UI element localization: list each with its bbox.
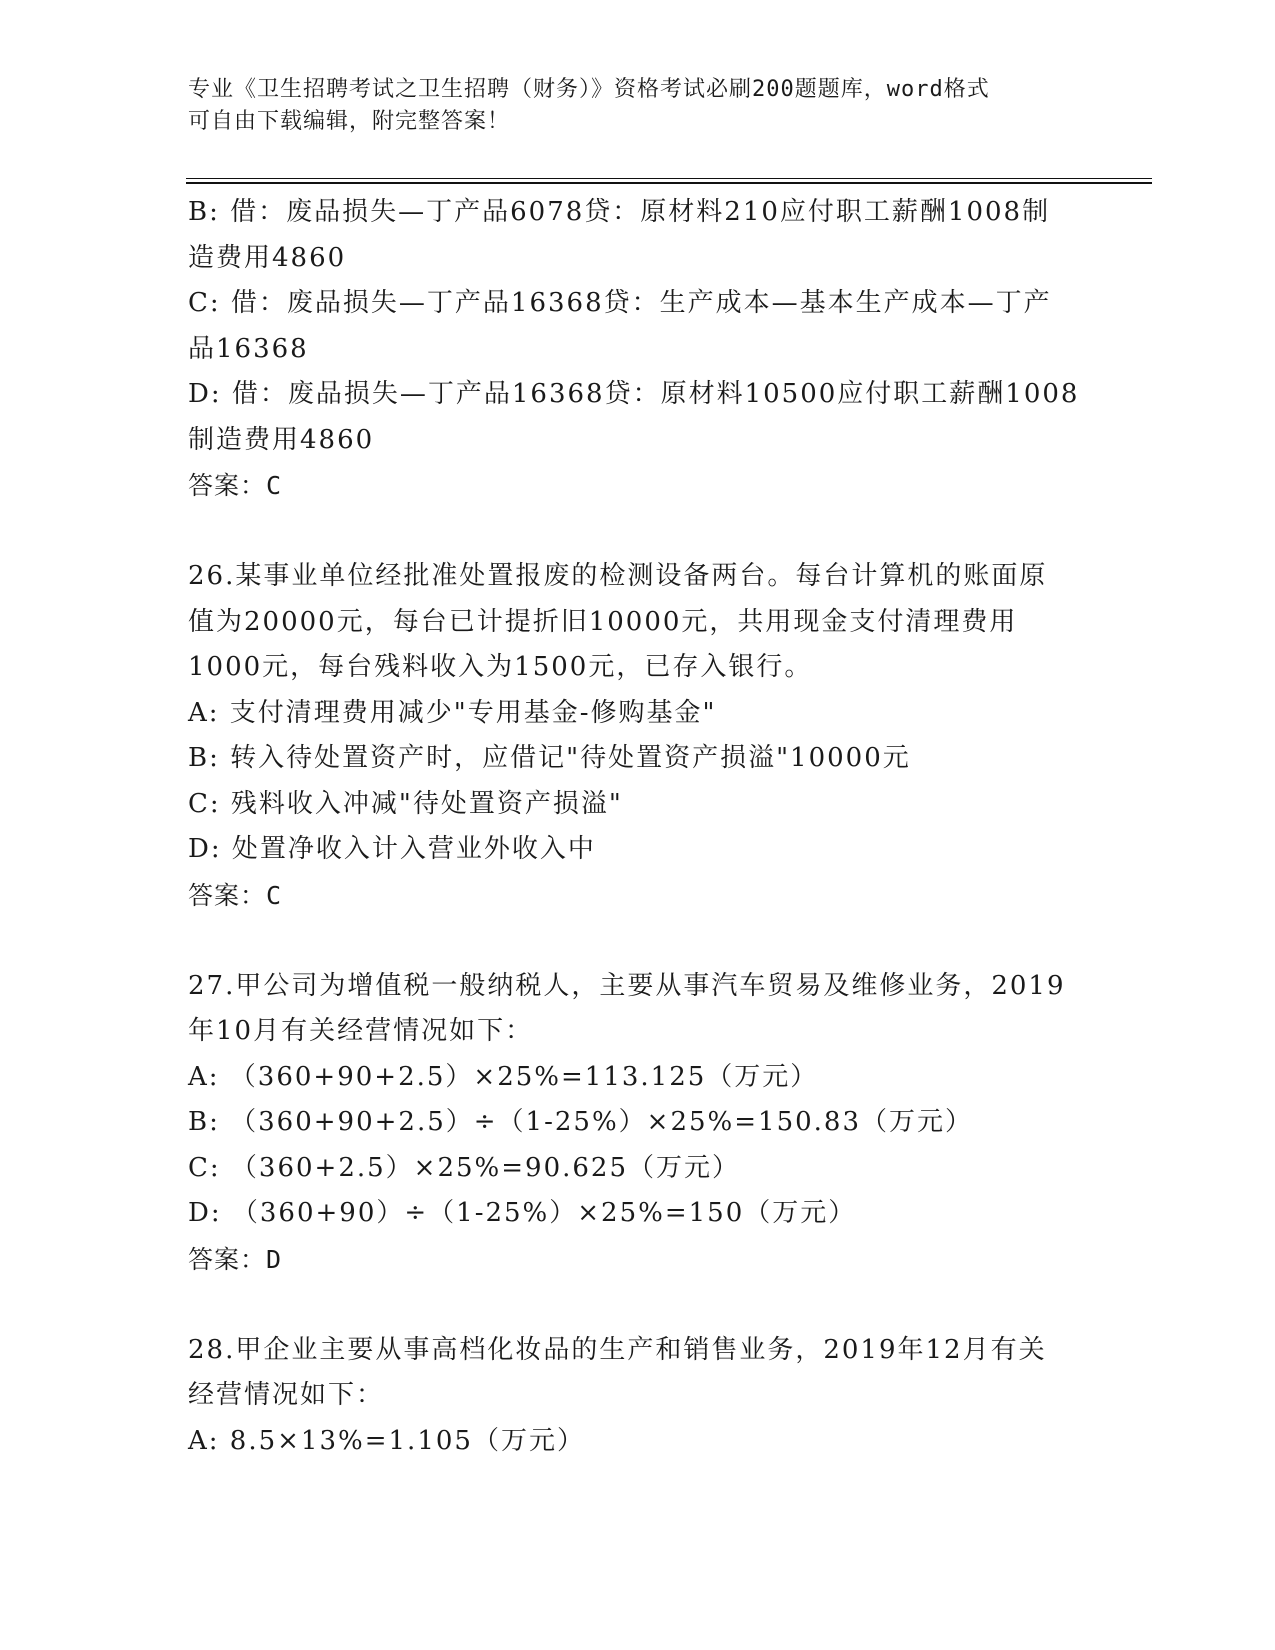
- option-line: C: 借：废品损失—丁产品16368贷：生产成本—基本生产成本—丁产: [188, 288, 1052, 318]
- option-line: C: （360+2.5）×25%=90.625（万元）: [188, 1152, 741, 1183]
- option-line: B: （360+90+2.5）÷（1-25%）×25%=150.83（万元）: [188, 1107, 973, 1137]
- question-stem-line: 28.甲企业主要从事高档化妆品的生产和销售业务，2019年12月有关: [188, 1334, 1047, 1365]
- document-header: [188, 74, 1068, 138]
- option-line: B: 转入待处置资产时，应借记"待处置资产损溢"10000元: [188, 743, 911, 773]
- question-stem-line: 1000元，每台残料收入为1500元，已存入银行。: [188, 652, 813, 682]
- question-content: [188, 190, 1088, 1464]
- answer-line: 答案：C: [188, 471, 283, 500]
- option-line: A: 支付清理费用减少"专用基金-修购基金": [188, 697, 717, 728]
- header-divider-thick: [186, 182, 1152, 184]
- option-line: C: 残料收入冲减"待处置资产损溢": [188, 788, 623, 819]
- option-line: 制造费用4860: [188, 424, 375, 455]
- question-stem-line: 26.某事业单位经批准处置报废的检测设备两台。每台计算机的账面原: [188, 561, 1048, 591]
- option-line: A: 8.5×13%=1.105（万元）: [188, 1425, 585, 1456]
- question-stem-line: 值为20000元，每台已计提折旧10000元，共用现金支付清理费用: [188, 606, 1018, 637]
- block-spacer: [188, 509, 1088, 555]
- block-spacer: [188, 918, 1088, 964]
- header-line: 专业《卫生招聘考试之卫生招聘（财务）》资格考试必刷200题题库，word格式: [188, 77, 990, 102]
- option-line: A: （360+90+2.5）×25%=113.125（万元）: [188, 1061, 819, 1092]
- question-block-25: [188, 190, 1088, 509]
- option-line: D: 借：废品损失—丁产品16368贷：原材料10500应付职工薪酬1008: [188, 379, 1080, 409]
- question-block-28: [188, 1328, 1088, 1465]
- option-line: D: （360+90）÷（1-25%）×25%=150（万元）: [188, 1198, 857, 1228]
- option-line: D: 处置净收入计入营业外收入中: [188, 834, 596, 864]
- header-line: 可自由下载编辑，附完整答案！: [188, 109, 511, 134]
- question-block-26: [188, 554, 1088, 918]
- question-block-27: [188, 964, 1088, 1283]
- option-line: 造费用4860: [188, 242, 347, 273]
- answer-line: 答案：C: [188, 880, 283, 910]
- question-stem-line: 经营情况如下：: [188, 1380, 385, 1410]
- question-stem-line: 27.甲公司为增值税一般纳税人，主要从事汽车贸易及维修业务，2019: [188, 970, 1066, 1001]
- option-line: B: 借：废品损失—丁产品6078贷：原材料210应付职工薪酬1008制: [188, 197, 1051, 227]
- answer-line: 答案：D: [188, 1244, 283, 1274]
- block-spacer: [188, 1282, 1088, 1328]
- header-divider-thin: [186, 178, 1152, 179]
- option-line: 品16368: [188, 333, 309, 364]
- question-stem-line: 年10月有关经营情况如下：: [188, 1016, 534, 1046]
